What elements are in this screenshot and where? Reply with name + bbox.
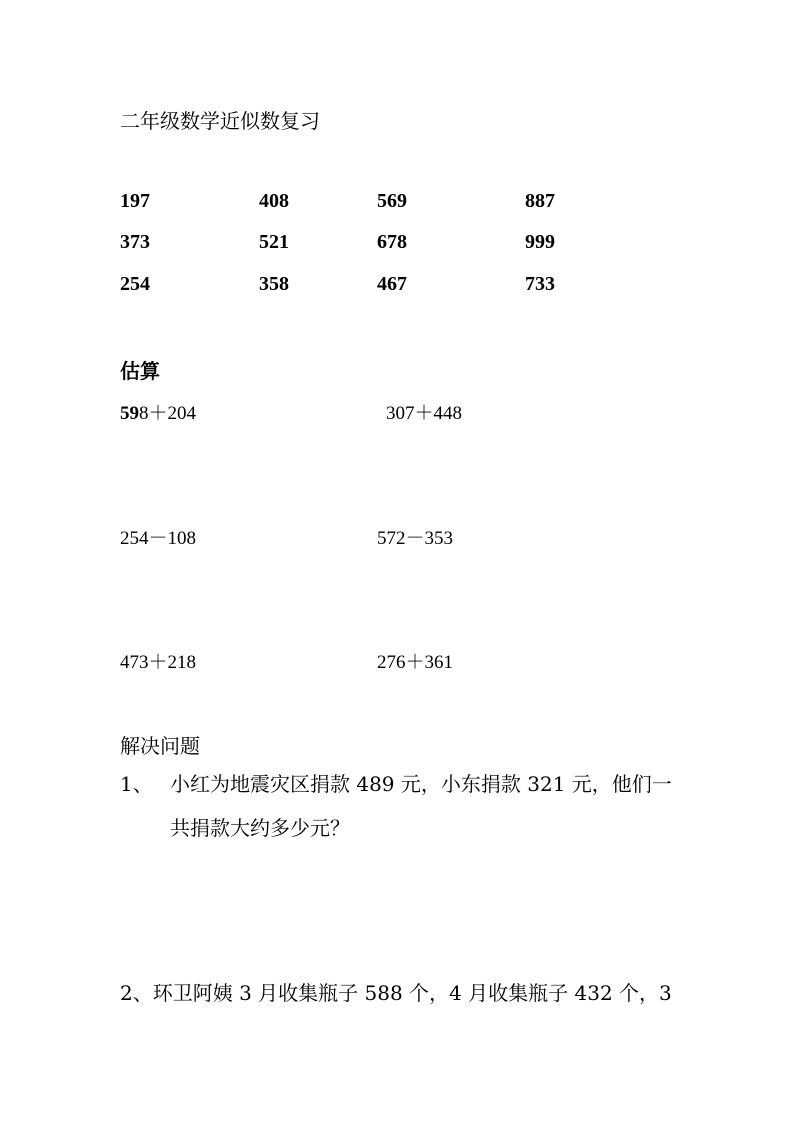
estimate-expression: 254－108 <box>120 528 197 549</box>
solve-heading: 解决问题 <box>120 734 200 758</box>
number-cell: 373 <box>120 231 150 253</box>
estimate-expression: 473＋218 <box>120 652 197 673</box>
estimate-expression <box>120 398 196 425</box>
estimate-expression: 307＋448 <box>386 403 463 424</box>
problem-text: 共捐款大约多少元？ <box>170 816 350 840</box>
estimate-expression: 572－353 <box>377 528 454 549</box>
problem-number: 1、 <box>120 772 153 796</box>
number-cell: 521 <box>259 231 289 253</box>
number-cell: 678 <box>377 231 407 253</box>
number-cell: 569 <box>377 190 407 212</box>
estimate-expression-rest: 8＋204 <box>139 403 197 424</box>
estimate-expression-bold: 59 <box>120 403 139 424</box>
number-cell: 887 <box>525 190 555 212</box>
number-cell: 254 <box>120 273 150 295</box>
estimate-heading: 估算 <box>120 359 160 383</box>
number-cell: 197 <box>120 190 150 212</box>
number-cell: 358 <box>259 273 289 295</box>
problem-text: 2、环卫阿姨 3 月收集瓶子 588 个，4 月收集瓶子 432 个，3 <box>120 981 672 1005</box>
number-cell: 408 <box>259 190 289 212</box>
number-cell: 733 <box>525 273 555 295</box>
page-title: 二年级数学近似数复习 <box>120 109 320 133</box>
estimate-expression: 276＋361 <box>377 652 454 673</box>
number-cell: 467 <box>377 273 407 295</box>
problem-text: 小红为地震灾区捐款 489 元，小东捐款 321 元，他们一 <box>170 772 672 796</box>
number-cell: 999 <box>525 231 555 253</box>
